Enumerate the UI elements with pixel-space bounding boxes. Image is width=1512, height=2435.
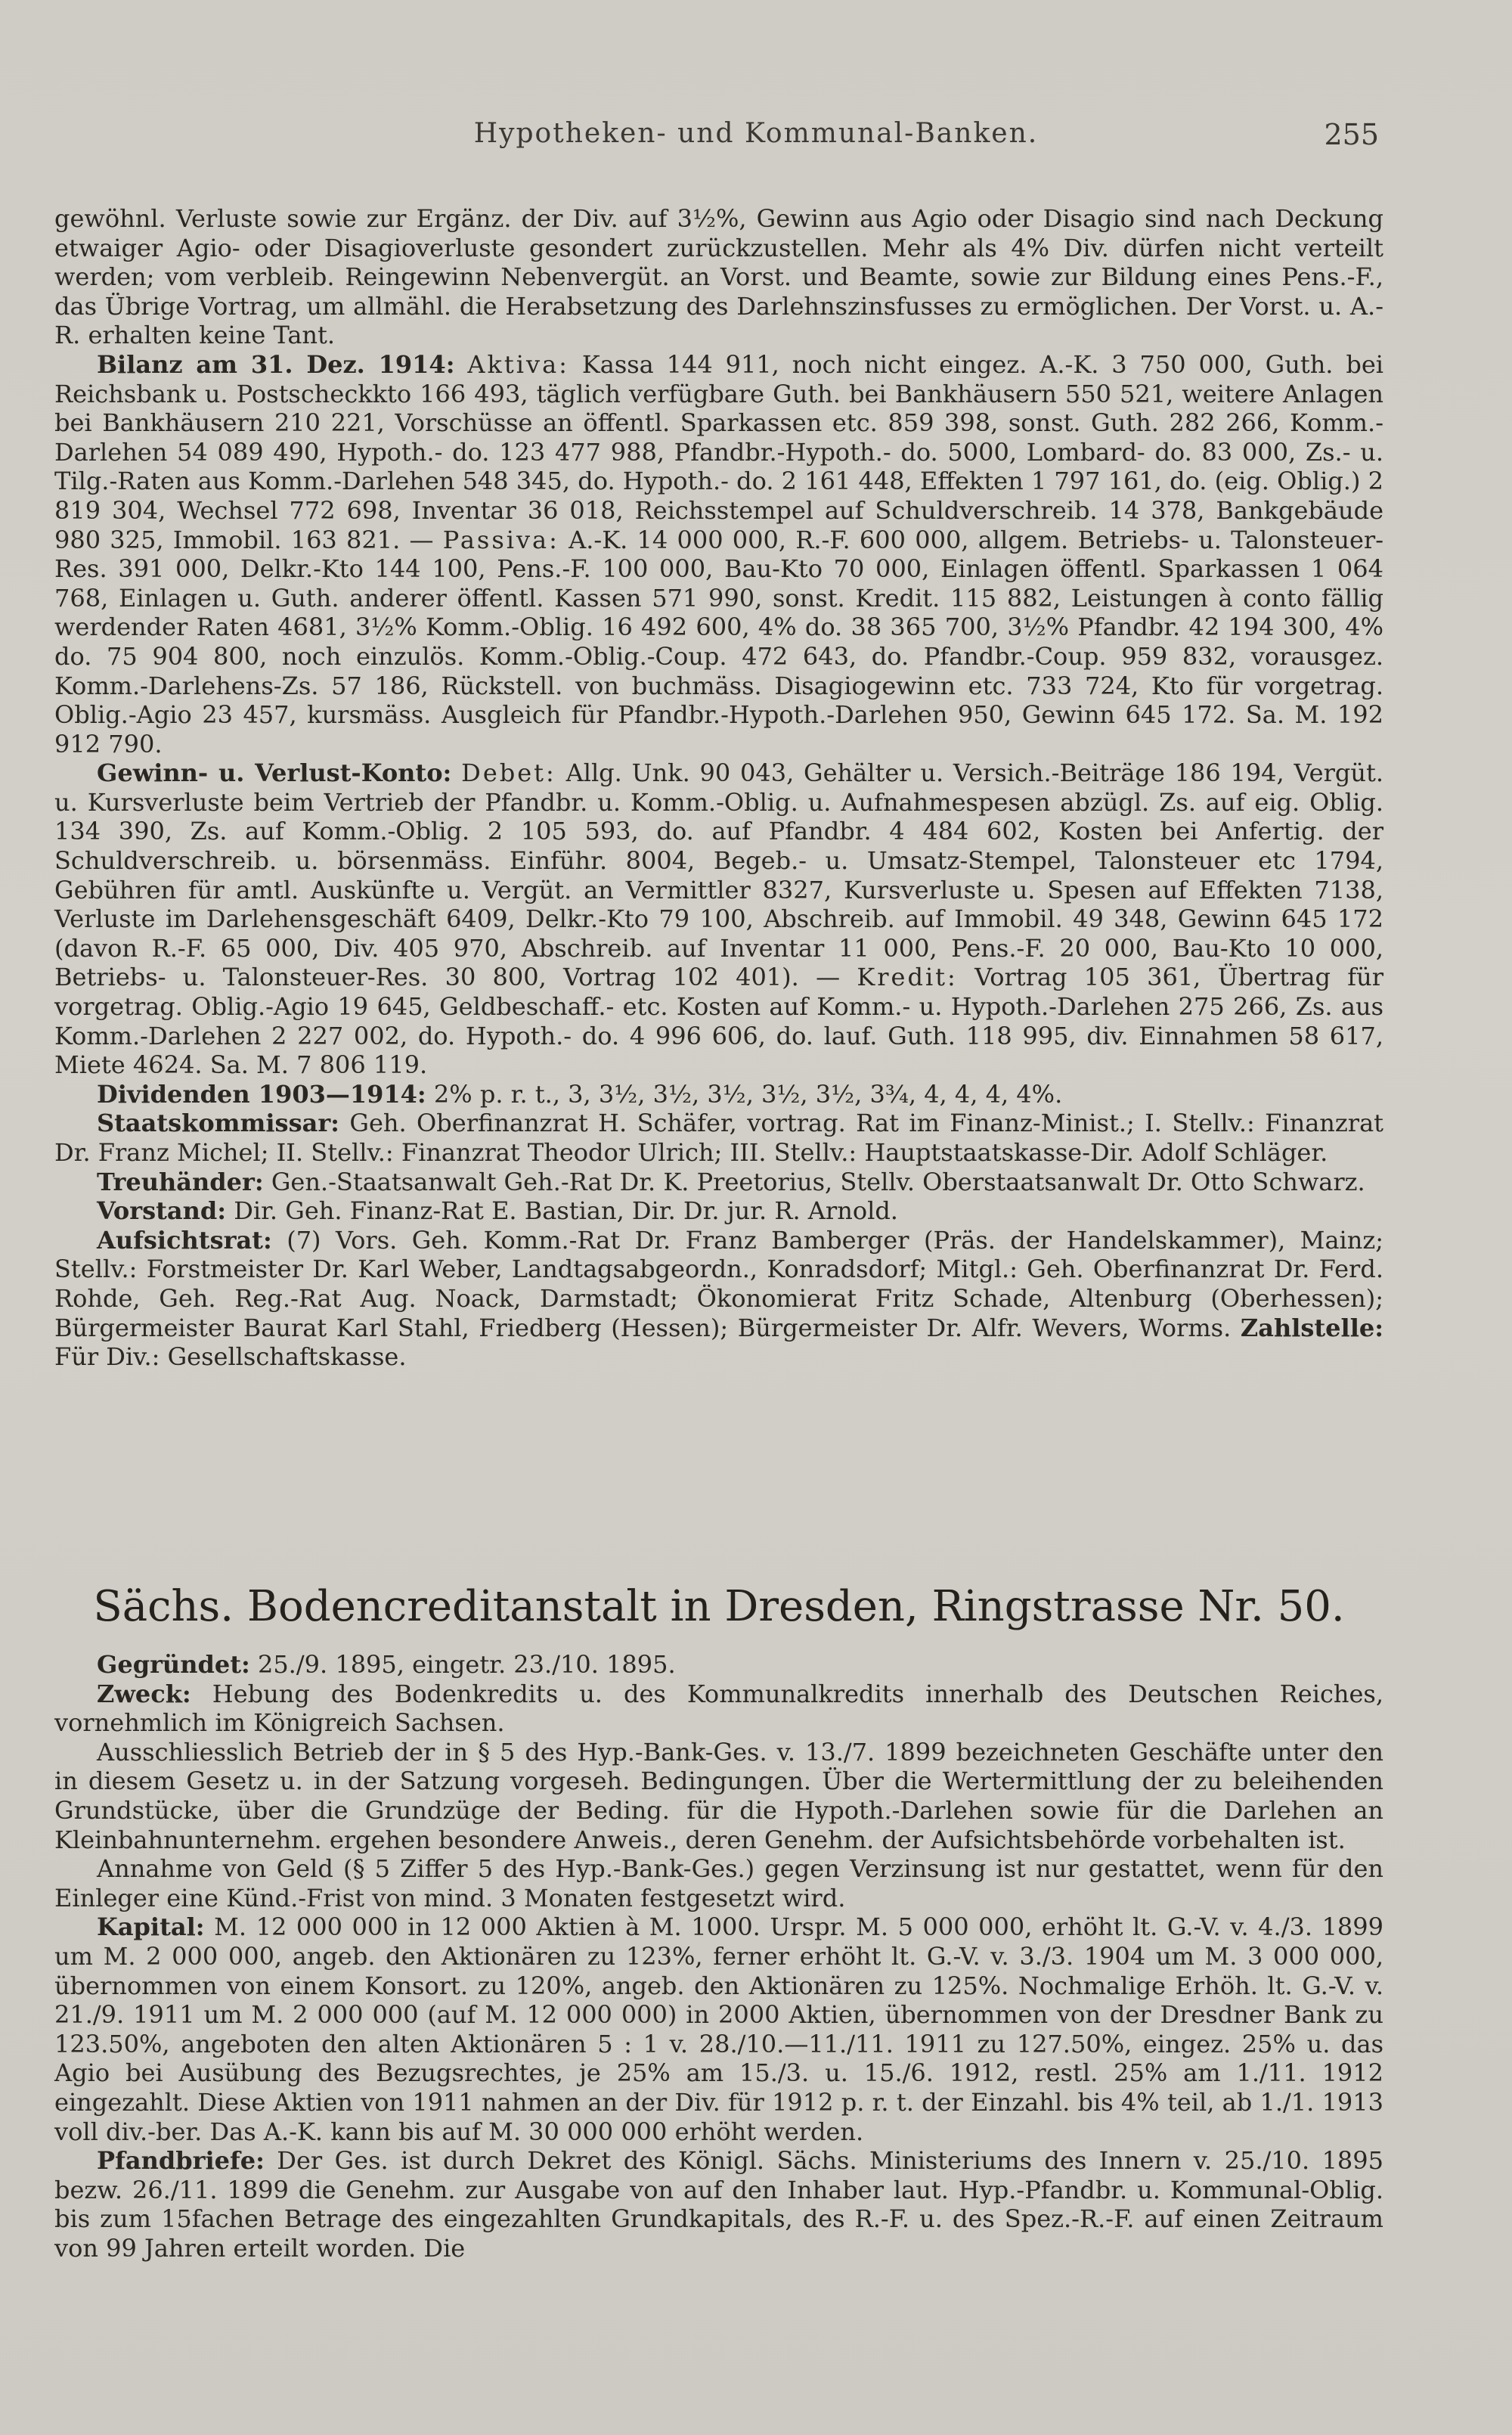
betrieb-paragraph (54, 1738, 1383, 1854)
zweck-paragraph (54, 1680, 1383, 1738)
running-title: Hypotheken- und Kommunal-Banken. (473, 118, 1039, 149)
intro-paragraph (54, 204, 1383, 350)
aktiva-label: Aktiva: (467, 349, 569, 379)
kapital-paragraph (54, 1912, 1383, 2146)
dividenden-label: Dividenden 1903—1914: (97, 1079, 426, 1109)
section-heading: Sächs. Bodencreditanstalt in Dresden, Ringstrasse Nr. 50. (93, 1582, 1345, 1631)
staatskommissar-paragraph (54, 1109, 1383, 1167)
aufsichtsrat-paragraph (54, 1226, 1383, 1372)
annahme-paragraph (54, 1854, 1383, 1912)
vorstand-label: Vorstand: (97, 1196, 227, 1226)
gegruendet-label: Gegründet: (97, 1650, 250, 1679)
pfandbriefe-paragraph (54, 2146, 1383, 2263)
kredit-label: Kredit: (857, 963, 958, 992)
debet-text: Allg. Unk. 90 043, Gehälter u. Versich.-Beiträge 186 194, Vergüt. u. Kursverluste beim Vertrieb der Pfandbr. u. Komm.-Oblig. u. Aufnahmespesen abzügl. Zs. auf eig. Oblig. 134 390, Zs. auf Komm.-Oblig. 2 105 593, do. auf Pfandbr. 4 484 602, Kosten bei Anfertig. der Schuldverschreib. u. börsenmäss. Einführ. 8004, Begeb.- u. Umsatz-Stempel, Talonsteuer etc 1794, Gebühren für amtl. Auskünfte u. Vergüt. an Vermittler 8327, Kursverluste u. Spesen auf Effekten 7138, Verluste im Darlehensgeschäft 6409, Delkr.-Kto 79 100, Abschreib. auf Immobil. 49 348, Gewinn 645 172 (davon R.-F. 65 000, Div. 405 970, Abschreib. auf Inventar 11 000, Pens.-F. 20 000, Bau-Kto 10 000, Betriebs- u. Talonsteuer-Res. 30 800, Vortrag 102 401). — (54, 758, 1384, 992)
gegruendet-text: 25./9. 1895, eingetr. 23./10. 1895. (257, 1650, 676, 1679)
kredit-text: Vortrag 105 361, Übertrag für vorgetrag. Oblig.-Agio 19 645, Geldbeschaff.- etc. Kosten auf Komm.- u. Hypoth.-Darlehen 275 266, Zs. aus Komm.-Darlehen 2 227 002, do. Hypoth.- do. 4 996 606, do. lauf. Guth. 118 995, div. Einnahmen 58 617, Miete 4624. Sa. M. 7 806 119. (54, 963, 1383, 1080)
treuhaender-label: Treuhänder: (97, 1167, 264, 1196)
zahlstelle-label: Zahlstelle: (1240, 1313, 1384, 1342)
zahlstelle-text: Für Div.: Gesellschaftskasse. (54, 1342, 407, 1372)
zweck-label: Zweck: (97, 1679, 191, 1708)
dividenden-text: 2% p. r. t., 3, 3½, 3½, 3½, 3½, 3½, 3¾, 4, 4, 4, 4%. (433, 1079, 1063, 1109)
staatskommissar-text: Geh. Oberfinanzrat H. Schäfer, vortrag. Rat im Finanz-Minist.; I. Stellv.: Finanzrat Dr. Franz Michel; II. Stellv.: Finanzrat Theodor Ulrich; III. Stellv.: Hauptstaatskasse-Dir. Adolf Schläger. (54, 1109, 1384, 1167)
zweck-text: Hebung des Bodenkredits u. des Kommunalkredits innerhalb des Deutschen Reiches, vornehmlich im Königreich Sachsen. (54, 1679, 1384, 1738)
vorstand-paragraph (54, 1196, 1383, 1226)
dividenden-paragraph (54, 1080, 1383, 1109)
gv-paragraph (54, 758, 1383, 1080)
debet-label: Debet: (461, 758, 556, 788)
running-head (0, 118, 1512, 163)
text-column-lower (54, 1650, 1383, 2263)
passiva-label: Passiva: (442, 525, 559, 554)
text-column-upper (54, 204, 1383, 1372)
aufsichtsrat-label: Aufsichtsrat: (97, 1225, 272, 1255)
intro-text: gewöhnl. Verluste sowie zur Ergänz. der Div. auf 3½%, Gewinn aus Agio oder Disagio sind nach Deckung etwaiger Agio- oder Disagioverluste gesondert zurückzustellen. Mehr als 4% Div. dürfen nicht verteilt werden; vom verbleib. Reingewinn Nebenvergüt. an Vorst. und Beamte, sowie zur Bildung eines Pens.-F., das Übrige Vortrag, um allmähl. die Herabsetzung des Darlehnszinsfusses zu ermöglichen. Der Vorst. u. A.-R. erhalten keine Tant. (54, 204, 1383, 350)
pfandbriefe-text: Der Ges. ist durch Dekret des Königl. Sächs. Ministeriums des Innern v. 25./10. 1895 bezw. 26./11. 1899 die Genehm. zur Ausgabe von auf den Inhaber laut. Hyp.-Pfandbr. u. Kommunal-Oblig. bis zum 15fachen Betrage des eingezahlten Grundkapitals, des R.-F. u. des Spez.-R.-F. auf einen Zeitraum von 99 Jahren erteilt worden. Die (54, 2146, 1384, 2263)
aufsichtsrat-text: (7) Vors. Geh. Komm.-Rat Dr. Franz Bamberger (Präs. der Handelskammer), Mainz; Stellv.: Forstmeister Dr. Karl Weber, Landtagsabgeordn., Konradsdorf; Mitgl.: Geh. Oberfinanzrat Dr. Ferd. Rohde, Geh. Reg.-Rat Aug. Noack, Darmstadt; Ökonomierat Fritz Schade, Altenburg (Oberhessen); Bürgermeister Baurat Karl Stahl, Friedberg (Hessen); Bürgermeister Dr. Alfr. Wevers, Worms. (54, 1225, 1384, 1342)
gegruendet-paragraph (54, 1650, 1383, 1680)
bilanz-label: Bilanz am 31. Dez. 1914: (97, 349, 455, 379)
passiva-text: A.-K. 14 000 000, R.-F. 600 000, allgem. Betriebs- u. Talonsteuer-Res. 391 000, Delkr.-Kto 144 100, Pens.-F. 100 000, Bau-Kto 70 000, Einlagen öffentl. Sparkassen 1 064 768, Einlagen u. Guth. anderer öffentl. Kassen 571 990, sonst. Kredit. 115 882, Leistungen à conto fällig werdender Raten 4681, 3½% Komm.-Oblig. 16 492 600, 4% do. 38 365 700, 3½% Pfandbr. 42 194 300, 4% do. 75 904 800, noch einzulös. Komm.-Oblig.-Coup. 472 643, do. Pfandbr.-Coup. 959 832, vorausgez. Komm.-Darlehens-Zs. 57 186, Rückstell. von buchmäss. Disagiogewinn etc. 733 724, Kto für vorgetrag. Oblig.-Agio 23 457, kursmäss. Ausgleich für Pfandbr.-Hypoth.-Darlehen 950, Gewinn 645 172. Sa. M. 192 912 790. (54, 525, 1384, 758)
bilanz-paragraph (54, 350, 1383, 758)
annahme-text: Annahme von Geld (§ 5 Ziffer 5 des Hyp.-Bank-Ges.) gegen Verzinsung ist nur gestattet, wenn für den Einleger eine Künd.-Frist von mind. 3 Monaten festgesetzt wird. (54, 1854, 1383, 1912)
aktiva-text: Kassa 144 911, noch nicht eingez. A.-K. 3 750 000, Guth. bei Reichsbank u. Postscheckkto 166 493, täglich verfügbare Guth. bei Bankhäusern 550 521, weitere Anlagen bei Bankhäusern 210 221, Vorschüsse an öffentl. Sparkassen etc. 859 398, sonst. Guth. 282 266, Komm.-Darlehen 54 089 490, Hypoth.- do. 123 477 988, Pfandbr.-Hypoth.- do. 5000, Lombard- do. 83 000, Zs.- u. Tilg.-Raten aus Komm.-Darlehen 548 345, do. Hypoth.- do. 2 161 448, Effekten 1 797 161, do. (eig. Oblig.) 2 819 304, Wechsel 772 698, Inventar 36 018, Reichsstempel auf Schuldverschreib. 14 378, Bankgebäude 980 325, Immobil. 163 821. — (54, 349, 1384, 554)
gv-label: Gewinn- u. Verlust-Konto: (97, 758, 452, 788)
kapital-text: M. 12 000 000 in 12 000 Aktien à M. 1000. Urspr. M. 5 000 000, erhöht lt. G.-V. v. 4./3. 1899 um M. 2 000 000, angeb. den Aktionären zu 123%, ferner erhöht lt. G.-V. v. 3./3. 1904 um M. 3 000 000, übernommen von einem Konsort. zu 120%, angeb. den Aktionären zu 125%. Nochmalige Erhöh. lt. G.-V. v. 21./9. 1911 um M. 2 000 000 (auf M. 12 000 000) in 2000 Aktien, übernommen von der Dresdner Bank zu 123.50%, angeboten den alten Aktionären 5 : 1 v. 28./10.—11./11. 1911 zu 127.50%, eingez. 25% u. das Agio bei Ausübung des Bezugsrechtes, je 25% am 15./3. u. 15./6. 1912, restl. 25% am 1./11. 1912 eingezahlt. Diese Aktien von 1911 nahmen an der Div. für 1912 p. r. t. der Einzahl. bis 4% teil, ab 1./1. 1913 voll div.-ber. Das A.-K. kann bis auf M. 30 000 000 erhöht werden. (54, 1912, 1384, 2146)
betrieb-text: Ausschliesslich Betrieb der in § 5 des Hyp.-Bank-Ges. v. 13./7. 1899 bezeichneten Geschäfte unter den in diesem Gesetz u. in der Satzung vorgeseh. Bedingungen. Über die Wertermittlung der zu beleihenden Grundstücke, über die Grundzüge der Beding. für die Hypoth.-Darlehen sowie für die Darlehen an Kleinbahnunternehm. ergehen besondere Anweis., deren Genehm. der Aufsichtsbehörde vorbehalten ist. (54, 1737, 1383, 1854)
treuhaender-paragraph (54, 1168, 1383, 1197)
staatskommissar-label: Staatskommissar: (97, 1109, 339, 1138)
kapital-label: Kapital: (97, 1912, 205, 1942)
pfandbriefe-label: Pfandbriefe: (97, 2146, 265, 2176)
page-number: 255 (1324, 118, 1379, 151)
vorstand-text: Dir. Geh. Finanz-Rat E. Bastian, Dir. Dr. jur. R. Arnold. (234, 1196, 898, 1226)
treuhaender-text: Gen.-Staatsanwalt Geh.-Rat Dr. K. Preetorius, Stellv. Oberstaatsanwalt Dr. Otto Schwarz. (271, 1167, 1365, 1196)
